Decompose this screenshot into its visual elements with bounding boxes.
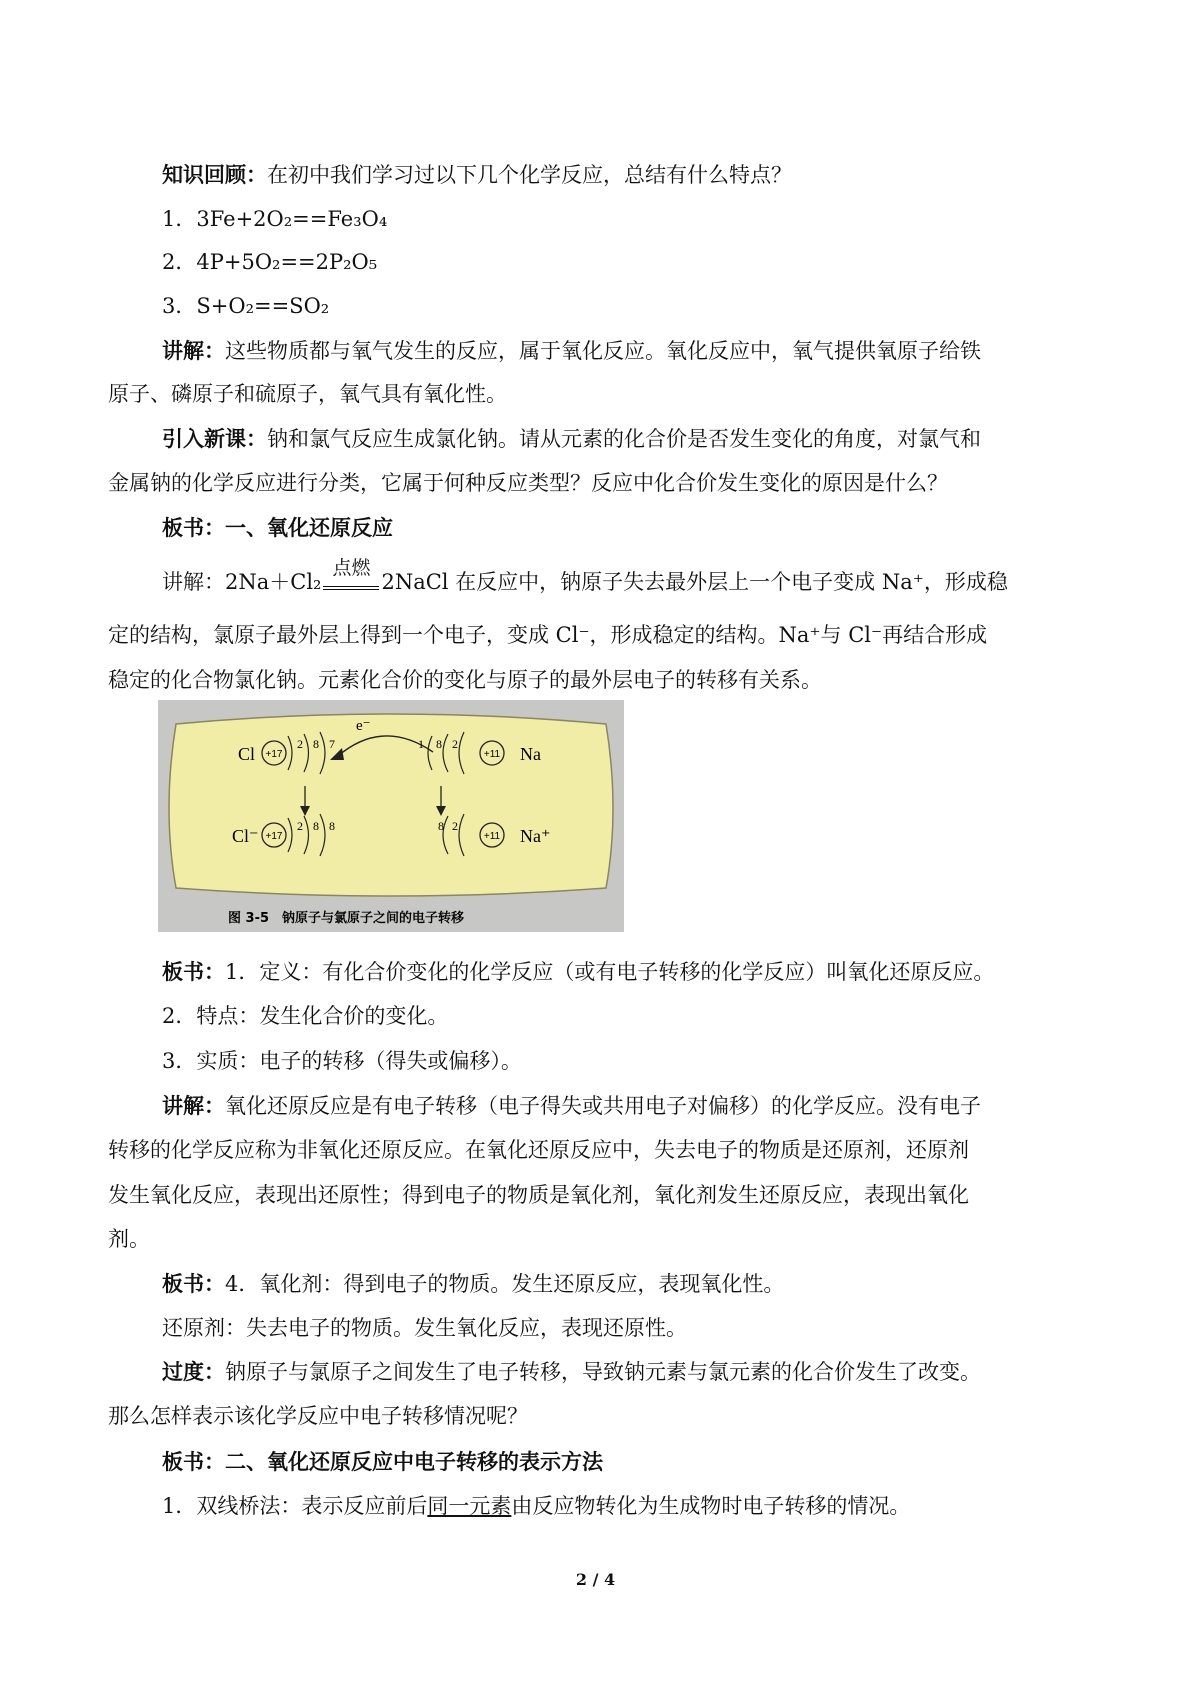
intro-text: 在初中我们学习过以下几个化学反应，总结有什么特点？ <box>267 163 792 187</box>
newlesson-line1 <box>162 424 981 454</box>
figure-panel <box>169 714 613 896</box>
electron-label: e⁻ <box>356 718 371 734</box>
reaction-1 <box>162 204 387 234</box>
board2-line: 2．特点：发生化合价的变化。 <box>162 1004 449 1028</box>
na-symbol: Na <box>520 744 541 764</box>
na-nucleus-charge: +11 <box>483 749 501 760</box>
method1-line <box>162 1491 910 1521</box>
reaction-arrow <box>321 557 381 597</box>
explain1-line2: 原子、磷原子和硫原子，氧气具有氧化性。 <box>108 382 507 406</box>
cl-ion-shell-1: 2 <box>297 819 303 833</box>
reaction-2-num: 2． <box>162 250 197 274</box>
cl-shell-3: 7 <box>329 737 335 751</box>
newlesson-label: 引入新课： <box>162 426 267 451</box>
heading-redox: 板书：一、氧化还原反应 <box>162 515 393 540</box>
explain2-label: 讲解： <box>162 570 225 594</box>
cl-shell-1: 2 <box>297 737 303 751</box>
na-shell-2: 8 <box>436 737 442 751</box>
explain2-lhs: 2Na＋Cl₂ <box>225 570 322 594</box>
board4-line <box>162 1269 784 1299</box>
board1-text: 1．定义：有化合价变化的化学反应（或有电子转移的化学反应）叫氧化还原反应。 <box>225 960 995 984</box>
reaction-1-eq: 3Fe+2O₂==Fe₃O₄ <box>196 207 388 231</box>
reaction-1-num: 1． <box>162 207 197 231</box>
board1-line <box>162 957 994 987</box>
transition-line2: 那么怎样表示该化学反应中电子转移情况呢？ <box>108 1404 528 1428</box>
electron-transfer-figure <box>158 700 624 932</box>
explain3-line4: 剂。 <box>108 1227 150 1251</box>
intro-line <box>162 160 792 190</box>
cl-symbol: Cl <box>238 744 256 764</box>
board4-label: 板书： <box>162 1271 225 1296</box>
transition-text1: 钠原子与氯原子之间发生了电子转移，导致钠元素与氯元素的化合价发生了改变。 <box>225 1360 981 1384</box>
explain2-line1 <box>162 557 1008 597</box>
explain1-line1 <box>162 336 981 366</box>
explain2-line2: 定的结构，氯原子最外层上得到一个电子，变成 Cl⁻，形成稳定的结构。Na⁺与 Cl⁻再结合形成 <box>108 623 988 647</box>
cl-shell-2: 8 <box>313 737 319 751</box>
reaction-condition: 点燃 <box>332 557 371 579</box>
explain3-text1: 氧化还原反应是有电子转移（电子得失或共用电子对偏移）的化学反应。没有电子 <box>225 1094 981 1118</box>
explain3-line2: 转移的化学反应称为非氧化还原反应。在氧化还原反应中，失去电子的物质是还原剂，还原剂 <box>108 1138 969 1162</box>
newlesson-text1: 钠和氯气反应生成氯化钠。请从元素的化合价是否发生变化的角度，对氯气和 <box>267 427 981 451</box>
board3-line: 3．实质：电子的转移（得失或偏移）。 <box>162 1049 522 1073</box>
figure-svg <box>158 700 624 932</box>
cl-ion-nucleus-charge: +17 <box>265 831 283 842</box>
board4-text: 4．氧化剂：得到电子的物质。发生还原反应，表现氧化性。 <box>225 1272 785 1296</box>
transition-label: 过度： <box>162 1359 225 1384</box>
na-ion-shell-2: 2 <box>452 819 458 833</box>
heading-electron-transfer: 板书：二、氧化还原反应中电子转移的表示方法 <box>162 1449 603 1474</box>
explain1-label: 讲解： <box>162 338 225 363</box>
double-bar <box>323 586 379 590</box>
cl-nucleus-charge: +17 <box>265 749 283 760</box>
cl-ion-symbol: Cl⁻ <box>232 826 259 846</box>
na-shell-1: 1 <box>418 737 424 751</box>
method1-after: 由反应物转化为生成物时电子转移的情况。 <box>511 1494 911 1518</box>
explain2-rhs: 2NaCl 在反应中，钠原子失去最外层上一个电子变成 Na⁺，形成稳 <box>381 570 1008 594</box>
explain1-text1: 这些物质都与氧气发生的反应，属于氧化反应。氧化反应中，氧气提供氧原子给铁 <box>225 339 981 363</box>
na-ion-symbol: Na⁺ <box>520 826 551 846</box>
cl-ion-shell-3: 8 <box>329 819 335 833</box>
method1-before: 1．双线桥法：表示反应前后 <box>162 1494 428 1518</box>
reaction-3 <box>162 291 329 321</box>
na-ion-shell-1: 8 <box>438 819 444 833</box>
explain3-line3: 发生氧化反应，表现出还原性；得到电子的物质是氧化剂，氧化剂发生还原反应，表现出氧化 <box>108 1183 969 1207</box>
na-shell-3: 2 <box>452 737 458 751</box>
na-ion-nucleus-charge: +11 <box>483 831 501 842</box>
cl-ion-shell-2: 8 <box>313 819 319 833</box>
explain3-label: 讲解： <box>162 1093 225 1118</box>
reaction-2-eq: 4P+5O₂==2P₂O₅ <box>196 250 378 274</box>
reaction-3-num: 3． <box>162 294 197 318</box>
board1-label: 板书： <box>162 959 225 984</box>
explain2-line3: 稳定的化合物氯化钠。元素化合价的变化与原子的最外层电子的转移有关系。 <box>108 668 822 692</box>
explain3-line1 <box>162 1091 981 1121</box>
figure-caption: 图 3-5 钠原子与氯原子之间的电子转移 <box>228 911 465 926</box>
reducer-line: 还原剂：失去电子的物质。发生氧化反应，表现还原性。 <box>162 1316 687 1340</box>
reaction-2 <box>162 247 377 277</box>
transition-line1 <box>162 1357 981 1387</box>
reaction-3-eq: S+O₂==SO₂ <box>196 294 330 318</box>
intro-label: 知识回顾： <box>162 162 267 187</box>
page-number: 2 / 4 <box>575 1570 616 1589</box>
newlesson-line2: 金属钠的化学反应进行分类，它属于何种反应类型？反应中化合价发生变化的原因是什么？ <box>108 471 948 495</box>
method1-underlined: 同一元素 <box>427 1494 512 1518</box>
